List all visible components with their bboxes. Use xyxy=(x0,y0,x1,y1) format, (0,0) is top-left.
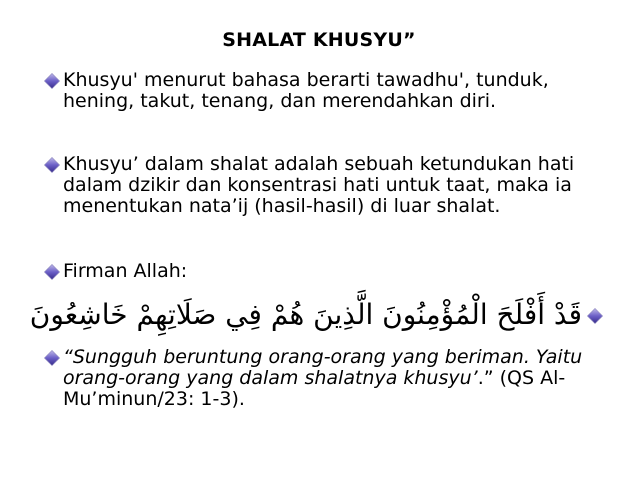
bullet-item-firman-allah xyxy=(44,261,604,282)
slide-title: SHALAT KHUSYU” xyxy=(222,29,416,51)
diamond-bullet-icon xyxy=(45,74,59,88)
bullet-text: Firman Allah: xyxy=(63,260,188,282)
diamond-bullet-icon xyxy=(45,351,59,365)
bullet-text: Khusyu’ dalam shalat adalah sebuah ketundukan hati dalam dzikir dan konsentrasi hati untuk taat, maka ia menentukan nata’ij (hasil-hasil) di luar shalat. xyxy=(63,153,575,217)
bullet-item-khusyu-in-shalat xyxy=(44,154,604,217)
bullet-item-definition xyxy=(44,70,604,112)
translation-italic: “Sungguh beruntung orang-orang yang beriman. Yaitu orang-orang yang dalam shalatnya khusyu’ xyxy=(63,346,583,389)
diamond-bullet-icon xyxy=(45,158,59,172)
diamond-bullet-icon xyxy=(45,265,59,279)
translation-text xyxy=(63,347,604,410)
bullet-item-translation xyxy=(44,347,604,410)
diamond-bullet-icon xyxy=(588,309,602,323)
translation-citation: .” (QS Al-Mu’minun/23: 1-3). xyxy=(63,367,566,410)
bullet-text: Khusyu' menurut bahasa berarti tawadhu', tunduk, hening, takut, tenang, dan merendahkan diri. xyxy=(63,69,549,112)
quran-verse-arabic: قَدْ أَفْلَحَ الْمُؤْمِنُونَ الَّذِينَ هُمْ فِي صَلَاتِهِمْ خَاشِعُونَ xyxy=(29,298,582,331)
